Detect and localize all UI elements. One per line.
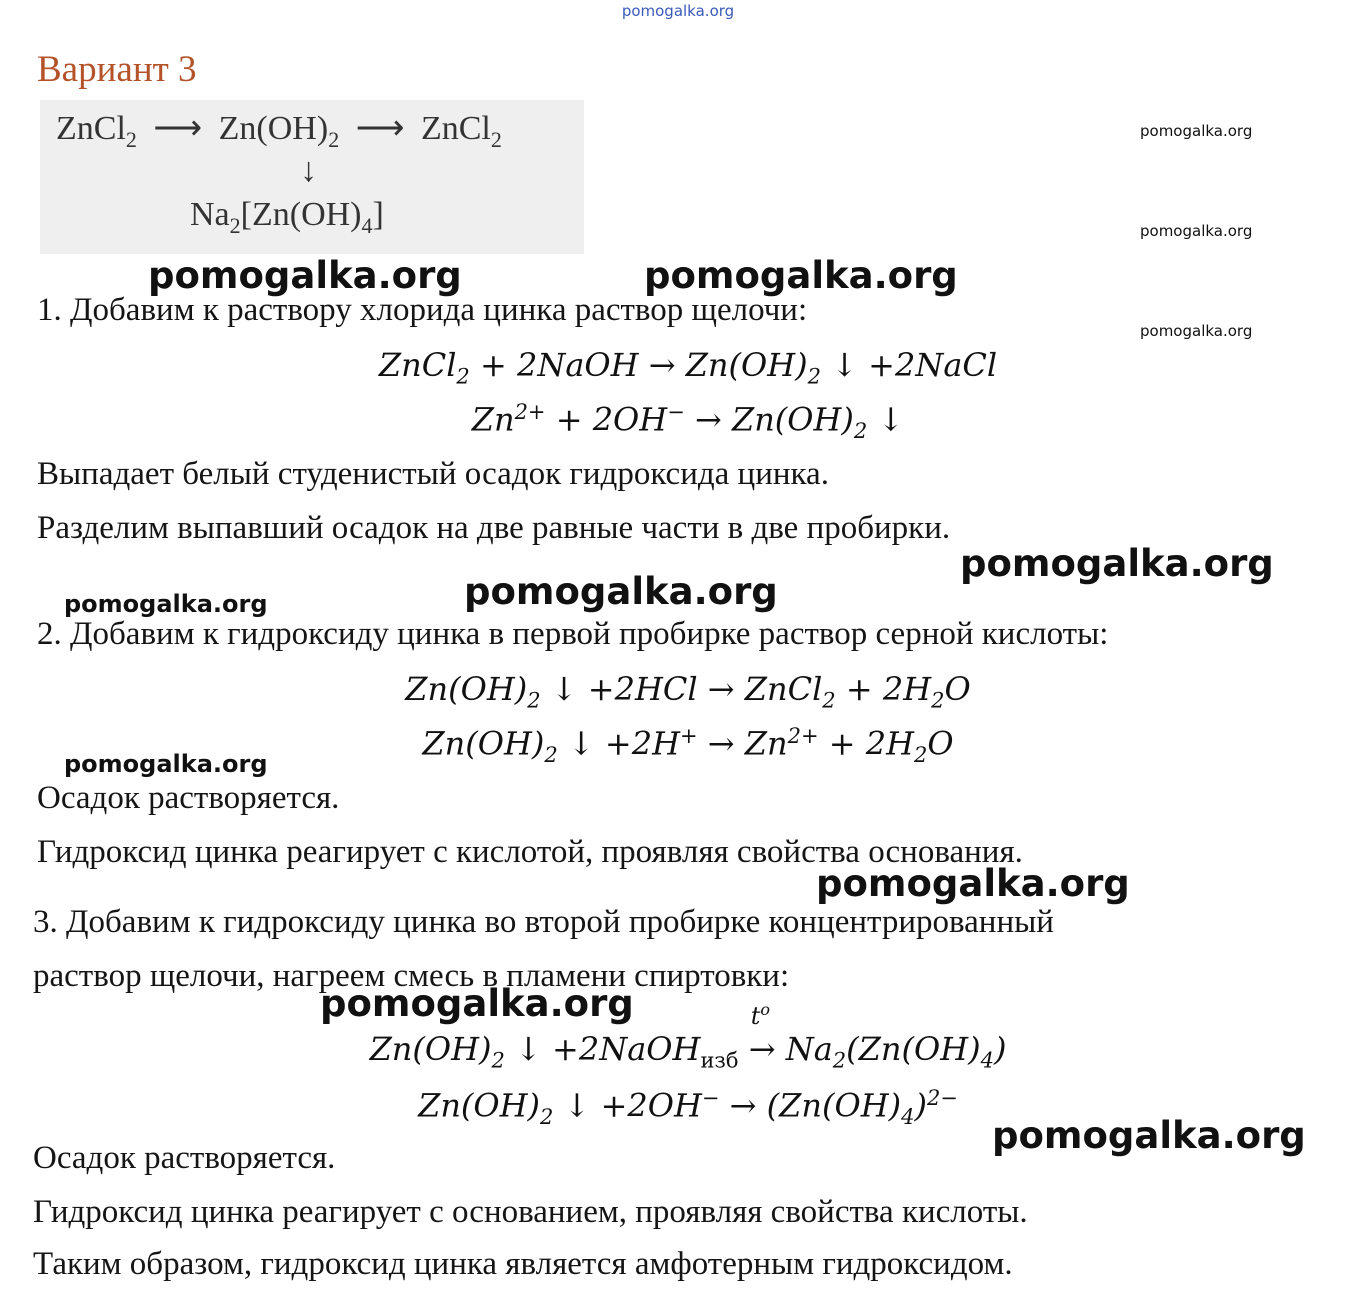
eq-part: → (Zn(OH) <box>719 1086 902 1125</box>
step2-line2: Гидроксид цинка реагирует с кислотой, проявляя свойства основания. <box>37 834 1023 870</box>
eq-sub: 2 <box>540 1105 554 1130</box>
scheme-arrow-down: ↓ <box>300 152 317 189</box>
eq-sup: − <box>701 1086 720 1110</box>
eq-sup: o <box>760 1000 770 1019</box>
equation <box>0 346 1356 388</box>
heat-arrow <box>748 1000 833 1068</box>
equation <box>0 724 1356 767</box>
scheme-arrow-right: ⟶ <box>355 110 405 147</box>
eq-part: ↓ +2OH <box>553 1086 702 1125</box>
watermark: pomogalka.org <box>64 590 268 618</box>
scheme-na: Na <box>190 196 230 233</box>
eq-sub: 4 <box>901 1105 915 1130</box>
eq-part: ↓ +2NaOH <box>504 1030 701 1068</box>
eq-sup: 2+ <box>787 724 819 748</box>
scheme-sub: 2 <box>125 126 137 152</box>
step1-line1: Выпадает белый студенистый осадок гидроксида цинка. <box>37 456 829 492</box>
eq-part: Zn(OH) <box>422 724 545 763</box>
eq-part: Zn(OH) <box>369 1030 492 1068</box>
eq-part: ZnCl <box>378 346 457 384</box>
eq-sub: 2 <box>832 1048 847 1073</box>
eq-sup: 2+ <box>514 400 546 424</box>
eq-part: O <box>944 670 971 708</box>
eq-part: ↓ +2HCl → ZnCl <box>540 670 823 708</box>
scheme-zncl2: ZnCl <box>56 110 126 147</box>
step3-text-1: 3. Добавим к гидроксиду цинка во второй пробирке концентрированный <box>33 904 1054 940</box>
scheme-sub: 2 <box>229 212 241 238</box>
step3-line2: Гидроксид цинка реагирует с основанием, проявляя свойства кислоты. <box>33 1194 1028 1230</box>
eq-part: ↓ +2H <box>557 724 680 763</box>
watermark: pomogalka.org <box>1140 222 1253 240</box>
watermark: pomogalka.org <box>1140 322 1253 340</box>
watermark: pomogalka.org <box>992 1114 1306 1157</box>
eq-part: ) <box>993 1030 1007 1068</box>
scheme-complex: [Zn(OH) <box>240 196 362 233</box>
step1-text: 1. Добавим к раствору хлорида цинка раствор щелочи: <box>37 292 808 328</box>
eq-sub: 2 <box>491 1048 505 1073</box>
eq-part: Zn(OH) <box>418 1086 541 1125</box>
eq-part: → Zn(OH) <box>684 400 854 439</box>
watermark: pomogalka.org <box>644 254 958 297</box>
eq-sup: 2− <box>926 1086 958 1110</box>
watermark: pomogalka.org <box>1140 122 1253 140</box>
page-title: Вариант 3 <box>37 49 197 90</box>
eq-part: ↓ +2NaCl <box>821 346 998 384</box>
eq-part: + 2OH <box>545 400 668 439</box>
watermark: pomogalka.org <box>148 254 462 297</box>
reaction-scheme <box>40 100 584 254</box>
step3-line1: Осадок растворяется. <box>33 1140 336 1176</box>
watermark: pomogalka.org <box>64 750 268 778</box>
eq-sub: 2 <box>527 688 541 713</box>
eq-sup: − <box>667 400 685 424</box>
scheme-row-2 <box>190 196 384 239</box>
scheme-row-1 <box>56 108 502 153</box>
eq-sub: 2 <box>822 688 836 713</box>
eq-part: ↓ <box>867 400 905 439</box>
watermark-top: pomogalka.org <box>621 2 735 20</box>
eq-sub: 2 <box>931 688 945 713</box>
eq-sub: 2 <box>807 364 822 389</box>
watermark: pomogalka.org <box>960 542 1274 585</box>
eq-part: → Na <box>748 1030 833 1068</box>
eq-part: + 2NaOH → Zn(OH) <box>469 346 808 384</box>
watermark: pomogalka.org <box>464 570 778 613</box>
watermark: pomogalka.org <box>816 862 1130 905</box>
eq-sub: 2 <box>456 364 470 389</box>
equation <box>0 1086 1356 1129</box>
eq-part: O <box>927 724 954 763</box>
step1-line2: Разделим выпавший осадок на две равные части в две пробирки. <box>37 510 951 546</box>
watermark: pomogalka.org <box>320 982 634 1025</box>
eq-sub: 4 <box>980 1048 994 1073</box>
eq-part: Zn <box>471 400 515 439</box>
scheme-sub: 4 <box>361 212 373 238</box>
step2-line1: Осадок растворяется. <box>37 780 340 816</box>
scheme-zncl2-product: ZnCl <box>420 110 491 147</box>
step2-text: 2. Добавим к гидроксиду цинка в первой пробирке раствор серной кислоты: <box>37 616 1109 652</box>
eq-sup: + <box>679 724 698 748</box>
scheme-bracket: ] <box>372 196 384 233</box>
scheme-sub: 2 <box>490 126 502 152</box>
scheme-sub: 2 <box>328 126 340 152</box>
scheme-arrow-right: ⟶ <box>153 110 203 147</box>
eq-part: (Zn(OH) <box>846 1030 981 1068</box>
eq-part: Zn(OH) <box>405 670 528 708</box>
eq-sub: 2 <box>853 419 868 444</box>
eq-part: ) <box>914 1086 927 1125</box>
equation <box>0 400 1356 443</box>
heat-label <box>751 1000 770 1030</box>
eq-part: → Zn <box>697 724 788 763</box>
eq-part: + 2H <box>835 670 932 708</box>
scheme-znoh2: Zn(OH) <box>218 110 329 147</box>
step3-line3: Таким образом, гидроксид цинка является амфотерным гидроксидом. <box>33 1246 1013 1282</box>
eq-sub: изб <box>700 1048 739 1073</box>
equation <box>0 670 1356 712</box>
eq-part: + 2H <box>818 724 914 763</box>
eq-sub: 2 <box>913 743 928 768</box>
step3-text-2: раствор щелочи, нагреем смесь в пламени спиртовки: <box>33 958 790 994</box>
eq-part: t <box>750 1002 761 1030</box>
eq-sub: 2 <box>544 743 558 768</box>
